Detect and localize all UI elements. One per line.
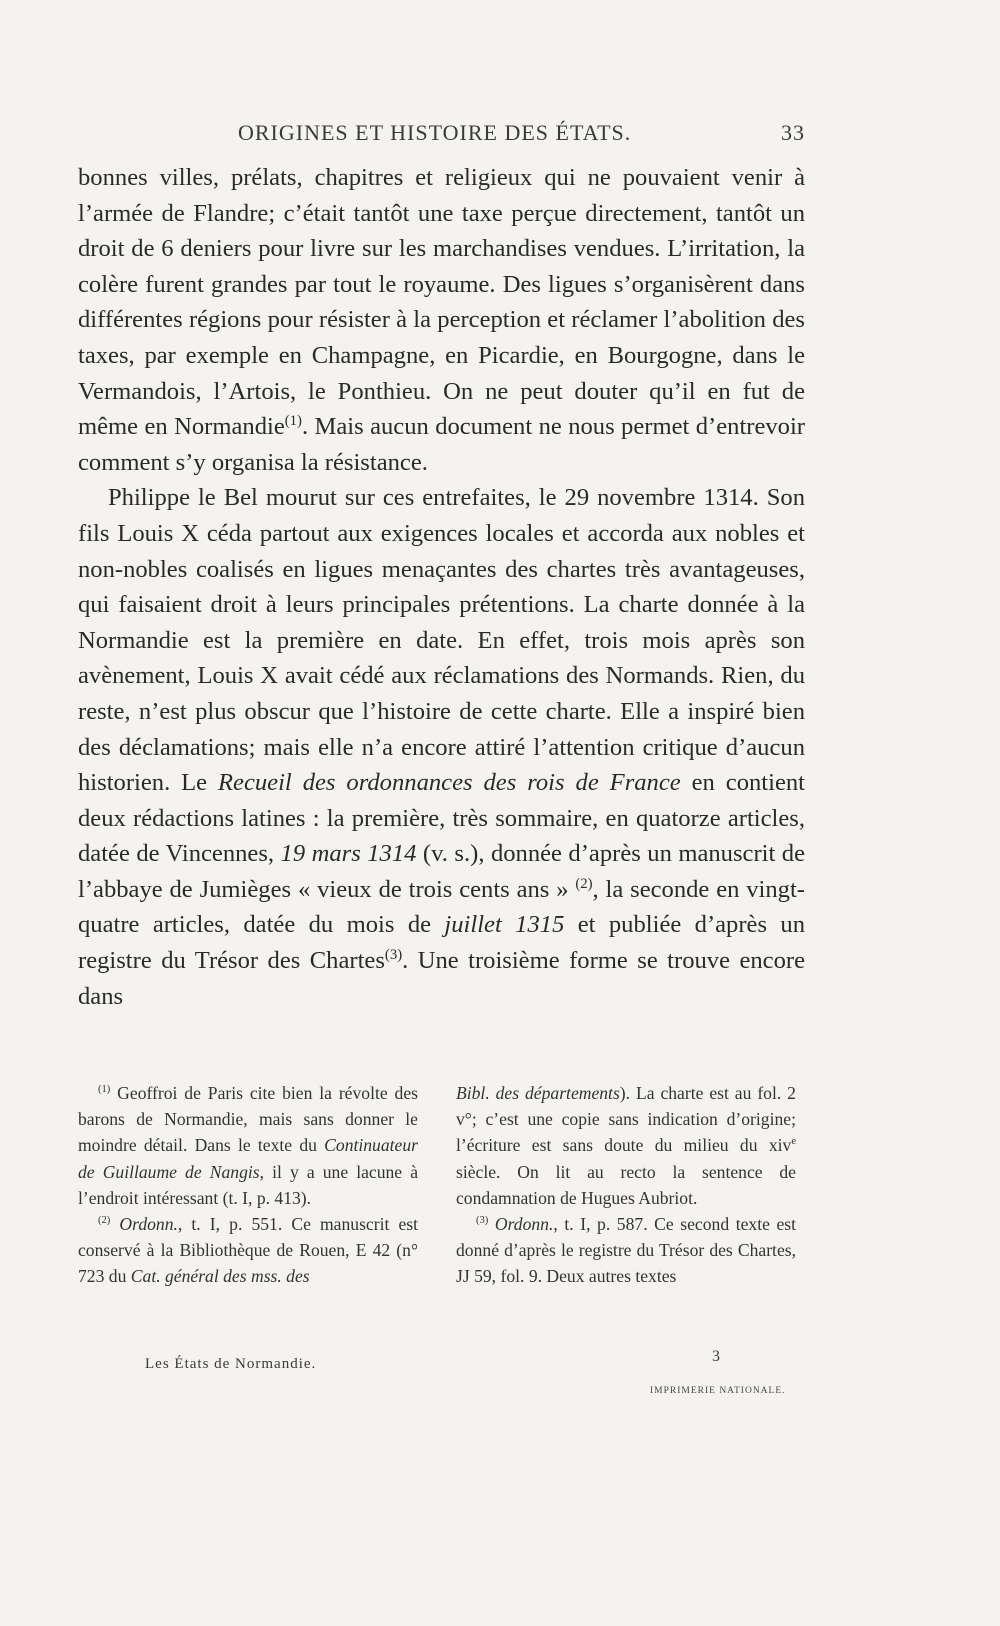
paragraph-1: bonnes villes, prélats, chapitres et religieux qui ne pouvaient venir à l’armée de Flandre; c’était tantôt une taxe perçue directement, tantôt un droit de 6 deniers pour livre sur les marchandises vendues. L’irritation, la colère furent grandes par tout le royaume. Des ligues s’organisèrent dans différentes régions pour résister à la perception et réclamer l’abolition des taxes, par exemple en Champagne, en Picardie, en Bourgogne, dans le Vermandois, l’Artois, le Ponthieu. On ne peut douter qu’il en fut de même en Normandie$^{(1)}$. Mais aucun document ne nous permet d’entrevoir comment s’y organisa la résistance. xyxy=(78,164,805,476)
page-number: 33 xyxy=(781,120,805,145)
footnote-ref-3[interactable]: (3) xyxy=(384,946,403,963)
main-text xyxy=(78,160,805,1014)
footnotes-left-column xyxy=(78,1080,418,1290)
italic-title: Recueil des ordonnances des rois de France xyxy=(218,769,681,797)
printer-imprint: IMPRIMERIE NATIONALE. xyxy=(650,1386,786,1396)
footnotes-right-column xyxy=(456,1080,796,1290)
paragraph-2: Philippe le Bel mourut sur ces entrefaites, le 29 novembre 1314. Son fils Louis X céda partout aux exigences locales et accorda aux nobles et non-nobles coalisés en ligues menaçantes des chartes très avantageuses, qui faisaient droit à leurs principales prétentions. La charte donnée à la Normandie est la première en date. En effet, trois mois après son avènement, Louis X avait cédé aux réclamations des Normands. Rien, du reste, n’est plus obscur que l’histoire de cette charte. Elle a inspiré bien des déclamations; mais elle n’a encore attiré l’attention critique d’aucun historien. Le Recueil des ordonnances des rois de France en contient deux rédactions latines : la première, très sommaire, en quatorze articles, datée de Vincennes, 19 mars 1314 (v. s.), donnée d’après un manuscrit de l’abbaye de Jumièges « vieux de trois cents ans » $^{(2)}$, la seconde en vingt-quatre articles, datée du mois de juillet 1315 et publiée d’après un registre du Trésor des Chartes$^{(3)}$. Une troisième forme se trouve encore dans xyxy=(78,484,806,1010)
italic-date: 19 mars 1314 xyxy=(280,840,417,868)
footnote-3: $^{(3)}$ Ordonn., t. I, p. 587. Ce second texte est donné d’après le registre du Trésor des Chartes, JJ 59, fol. 9. Deux autres textes xyxy=(456,1214,796,1287)
footnote-ref-2[interactable]: (2) xyxy=(575,875,593,892)
footnote-2-continued: Bibl. des départements). La charte est au fol. 2 v°; c’est une copie sans indication d’origine; l’écriture est sans doute du milieu du xiv$^e$ siècle. On lit au recto la sentence de condamnation de Hugues Aubriot. xyxy=(456,1083,796,1208)
running-header xyxy=(78,116,805,150)
footnote-1: $^{(1)}$ Geoffroi de Paris cite bien la révolte des barons de Normandie, mais sans donner le moindre détail. Dans le texte du Continuateur de Guillaume de Nangis, il y a une lacune à l’endroit intéressant (t. I, p. 413). xyxy=(78,1083,419,1208)
signature-title: Les États de Normandie. xyxy=(145,1356,317,1372)
italic-date: juillet 1315 xyxy=(444,911,565,939)
running-title: ORIGINES ET HISTOIRE DES ÉTATS. xyxy=(238,120,632,145)
signature-number: 3 xyxy=(712,1348,720,1365)
footnote-2: $^{(2)}$ Ordonn., t. I, p. 551. Ce manuscrit est conservé à la Bibliothèque de Rouen, E 42 (n° 723 du Cat. général des mss. des xyxy=(78,1214,418,1287)
footnote-ref-1[interactable]: (1) xyxy=(284,412,302,429)
